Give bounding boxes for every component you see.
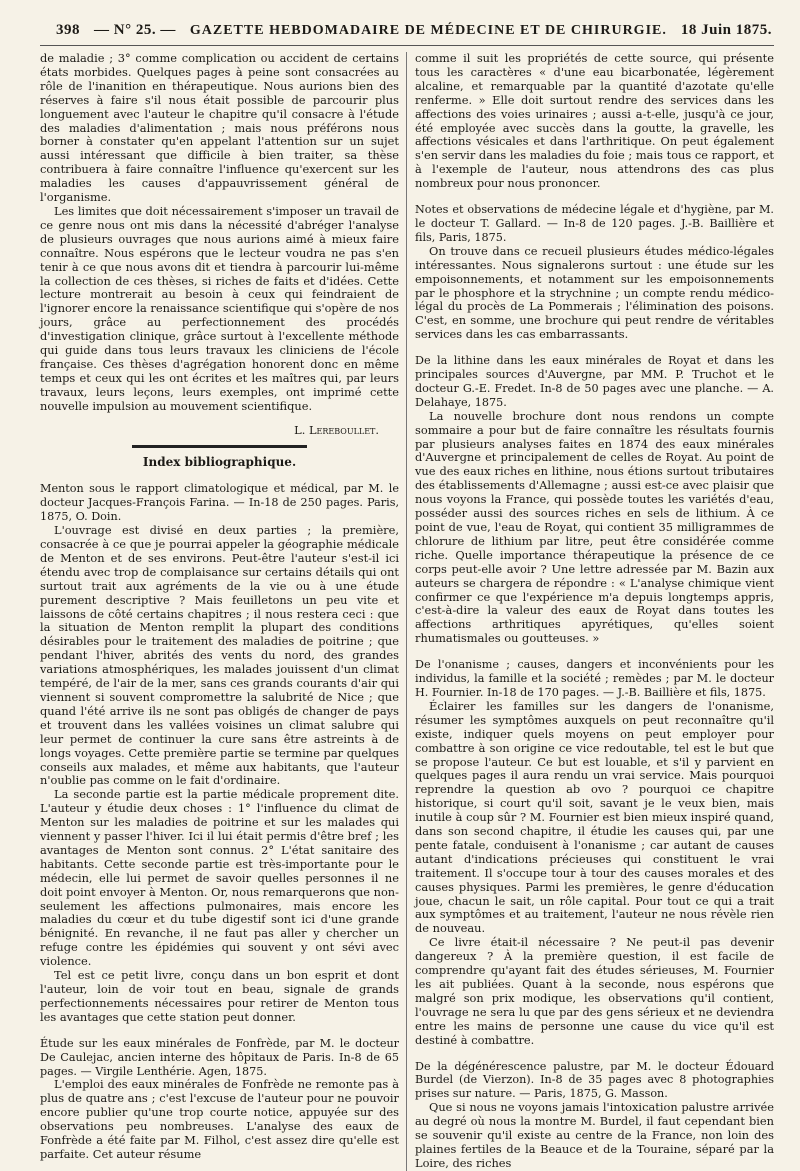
paragraph: L'emploi des eaux minérales de Fonfrède ne remonte pas à plus de quatre ans ; c'est l'excuse de l'auteur pour ne pouvoir encore publier qu'une trop courte notice, appuyée sur des observations peu nombreuses. L'analyse des eaux de Fonfrède a été faite par M. Filhol, c'est assez dire qu'elle est parfaite. Cet auteur résume	[40, 1077, 399, 1161]
bibliography-entry-title: Menton sous le rapport climatologique et médical, par M. le docteur Jacques-François Farina. — In-18 de 250 pages. Paris, 1875, O. Doin.	[40, 482, 399, 524]
paragraph: L'ouvrage est divisé en deux parties ; la première, consacrée à ce que je pourrai appeler la géographie médicale de Menton et de ses environs. Peut-être l'auteur s'est-il ici étendu avec trop de complaisance sur certains détails qui ont surtout trait aux agréments de la vie ou à une étude purement descriptive ? Mais feuilletons un peu vite et laissons de côté certains chapitres ; il nous restera ceci : que la situation de Menton remplit la plupart des conditions désirables pour le traitement des maladies de poitrine ; que pendant l'hiver, abrités des vents du nord, des grandes variations atmosphériques, les malades jouissent d'un climat tempéré, de l'air de la mer, sans ces grands courants d'air qui viennent si souvent compromettre la salubrité de Nice ; que quand l'été arrive ils ne sont pas obligés de changer de pays et trouvent dans les vallées voisines un climat salubre qui leur permet de continuer la cure sans être astreints à de longs voyages. Cette première partie se termine par quelques conseils aux malades, et même aux habitants, que l'auteur n'oublie pas comme on le fait d'ordinaire.	[40, 523, 399, 788]
paragraph: On trouve dans ce recueil plusieurs études médico-légales intéressantes. Nous signalerons surtout : une étude sur les empoisonnements, et notamment sur les empoisonnements par le phosphore et la strychnine ; un compte rendu médico-légal du procès de La Pommerais ; l'élimination des poisons. C'est, en somme, une brochure qui peut rendre de véritables services dans les cas embarrassants.	[415, 243, 774, 342]
author-signature: L. Lereboullet.	[294, 422, 379, 437]
paragraph: de maladie ; 3° comme complication ou accident de certains états morbides. Quelques pages à peine sont consacrées au rôle de l'inanition en thérapeutique. Nous aurions bien des réserves à faire s'il nous était possible de parcourir plus longuement avec l'auteur le chapitre qu'il consacre à l'étude des maladies d'alimentation ; mais nous préférons nous borner à constater qu'en appelant l'attention sur un sujet aussi intéressant que difficile à bien traiter, sa thèse contribuera à faire connaître l'influence qu'exercent sur les maladies les causes d'appauvrissement général de l'organisme.	[40, 51, 399, 205]
bibliography-entry-title: Notes et observations de médecine légale et d'hygiène, par M. le docteur T. Gallard. — In-8 de 120 pages. J.-B. Baillière et fils, Paris, 1875.	[415, 203, 774, 244]
paragraph: Les limites que doit nécessairement s'imposer un travail de ce genre nous ont mis dans la nécessité d'abréger l'analyse de plusieurs ouvrages que nous aurions aimé à mieux faire connaître. Nous espérons que le lecteur voudra ne pas s'en tenir à ce que nous avons dit et tiendra à parcourir lui-même la collection de ces thèses, si riches de faits et d'idées. Cette lecture montrerait au besoin à ceux qui feindraient de l'ignorer encore la renaissance scientifique qui s'opère de nos jours, grâce au perfectionnement des procédés d'investigation clinique, grâce surtout à l'excellente méthode qui guide dans tous leurs travaux les cliniciens de l'école française. Ces thèses d'agrégation honorent donc en même temps et ceux qui les ont écrites et les maîtres qui, par leurs travaux, leurs leçons, leurs exemples, ont imprimé cette nouvelle impulsion au mouvement scientifique.	[40, 203, 399, 413]
section-heading: Index bibliographique.	[142, 455, 297, 470]
bibliography-entry-title: Étude sur les eaux minérales de Fonfrède, par M. le docteur De Caulejac, ancien interne des hôpitaux de Paris. In-8 de 65 pages. — Virgile Lenthérie. Agen, 1875.	[40, 1036, 399, 1078]
right-column	[407, 52, 774, 1171]
bibliography-entry-title: De la lithine dans les eaux minérales de Royat et dans les principales sources d'Auvergne, par MM. P. Truchot et le docteur G.-E. Fredet. In-8 de 50 pages avec une planche. — A. Delahaye, 1875.	[415, 354, 774, 409]
section-divider	[132, 445, 307, 448]
bibliography-entry-title: De l'onanisme ; causes, dangers et inconvénients pour les individus, la famille et la société ; remèdes ; par M. le docteur H. Fournier. In-18 de 170 pages. — J.-B. Baillière et fils, 1875.	[415, 658, 774, 699]
paragraph: Que si nous ne voyons jamais l'intoxication palustre arrivée au degré où nous la montre M. Burdel, il faut cependant bien se souvenir qu'il existe au centre de la France, non loin des plaines fertiles de la Beauce et de la Touraine, séparé par la Loire, des riches	[415, 1100, 774, 1170]
two-column-body	[40, 52, 774, 1171]
issue-number: — N° 25. —	[94, 22, 176, 38]
page-number: 398	[56, 22, 80, 38]
paragraph: Tel est ce petit livre, conçu dans un bon esprit et dont l'auteur, loin de voir tout en beau, signale de grands perfectionnements nécessaires pour retirer de Menton tous les avantages que cette station peut donner.	[40, 968, 399, 1024]
journal-title: GAZETTE HEBDOMADAIRE DE MÉDECINE ET DE CHIRURGIE.	[189, 23, 667, 38]
issue-date: 18 Juin 1875.	[680, 22, 772, 38]
left-column	[40, 52, 407, 1171]
running-header	[40, 22, 774, 46]
bibliography-entry-title: De la dégénérescence palustre, par M. le docteur Édouard Burdel (de Vierzon). In-8 de 35 pages avec 8 photographies prises sur nature. — Paris, 1875, G. Masson.	[415, 1059, 774, 1101]
paragraph: Éclairer les familles sur les dangers de l'onanisme, résumer les symptômes auxquels on peut reconnaître qu'il existe, indiquer quels moyens on peut employer pour combattre à son origine ce vice redoutable, tel est le but que se propose l'auteur. Ce but est louable, et s'il y parvient en quelques pages il aura rendu un vrai service. Mais pourquoi reprendre la question ab ovo ? pourquoi ce chapitre historique, si court qu'il soit, savant je le veux bien, mais inutile à coup sûr ? M. Fournier est bien mieux inspiré quand, dans son second chapitre, il étudie les causes qui, par une pente fatale, conduisent à l'onanisme ; car autant de causes autant d'indications précieuses qui constituent le vrai traitement. Il s'occupe tour à tour des causes morales et des causes physiques. Parmi les premières, le genre d'éducation joue, chacun le sait, un rôle capital. Pour tout ce qui a trait aux symptômes et au traitement, l'auteur ne nous révèle rien de nouveau.	[415, 698, 774, 936]
paragraph: La seconde partie est la partie médicale proprement dite. L'auteur y étudie deux choses : 1° l'influence du climat de Menton sur les maladies de poitrine et sur les malades qui viennent y passer l'hiver. Ici il lui était permis d'être bref ; les avantages de Menton sont connus. 2° L'état sanitaire des habitants. Cette seconde partie est très-importante pour le médecin, elle lui permet de savoir quelles personnes il ne doit point envoyer à Menton. Or, nous remarquerons que non-seulement les affections pulmonaires, mais encore les maladies du cœur et du tube digestif sont ici d'une grande bénignité. En revanche, il ne faut pas aller y chercher un refuge contre les épidémies qui souvent y ont sévi avec violence.	[40, 787, 399, 969]
paragraph: comme il suit les propriétés de cette source, qui présente tous les caractères « d'une eau bicarbonatée, légèrement alcaline, et remarquable par la quantité d'azotate qu'elle renferme. » Elle doit surtout rendre des services dans les affections des voies urinaires ; aussi a-t-elle, jusqu'à ce jour, été employée avec succès dans la goutte, la gravelle, les affections vésicales et dans l'arthritique. On peut également s'en servir dans les maladies du foie ; mais tous ce rapport, et à l'exemple de l'auteur, nous attendrons des cas plus nombreux pour nous prononcer.	[415, 51, 774, 191]
paragraph: Ce livre était-il nécessaire ? Ne peut-il pas devenir dangereux ? À la première question, il est facile de comprendre qu'ayant fait des études sérieuses, M. Fournier les ait publiées. Quant à la seconde, nous espérons que malgré son prix modique, les observations qu'il contient, l'ouvrage ne sera lu que par des gens sérieux et ne deviendra entre les mains de personne une cause du vice qu'il est destiné à combattre.	[415, 935, 774, 1047]
paragraph: La nouvelle brochure dont nous rendons un compte sommaire a pour but de faire connaître les résultats fournis par plusieurs analyses faites en 1874 des eaux minérales d'Auvergne et principalement de celles de Royat. Au point de vue des eaux riches en lithine, nous étions surtout tributaires des établissements d'Allemagne ; aussi est-ce avec plaisir que nous voyons la France, qui possède toutes les variétés d'eau, posséder aussi des sources riches en sels de lithium. À ce point de vue, l'eau de Royat, qui contient 35 milligrammes de chlorure de lithium par litre, peut être considérée comme riche. Quelle importance thérapeutique la présence de ce corps peut-elle avoir ? Une lettre adressée par M. Bazin aux auteurs se chargera de répondre : « L'analyse chimique vient confirmer ce que l'expérience m'a depuis longtemps appris, c'est-à-dire la valeur des eaux de Royat dans toutes les affections arthritiques apyrétiques, qu'elles soient rhumatismales ou goutteuses. »	[415, 408, 774, 646]
